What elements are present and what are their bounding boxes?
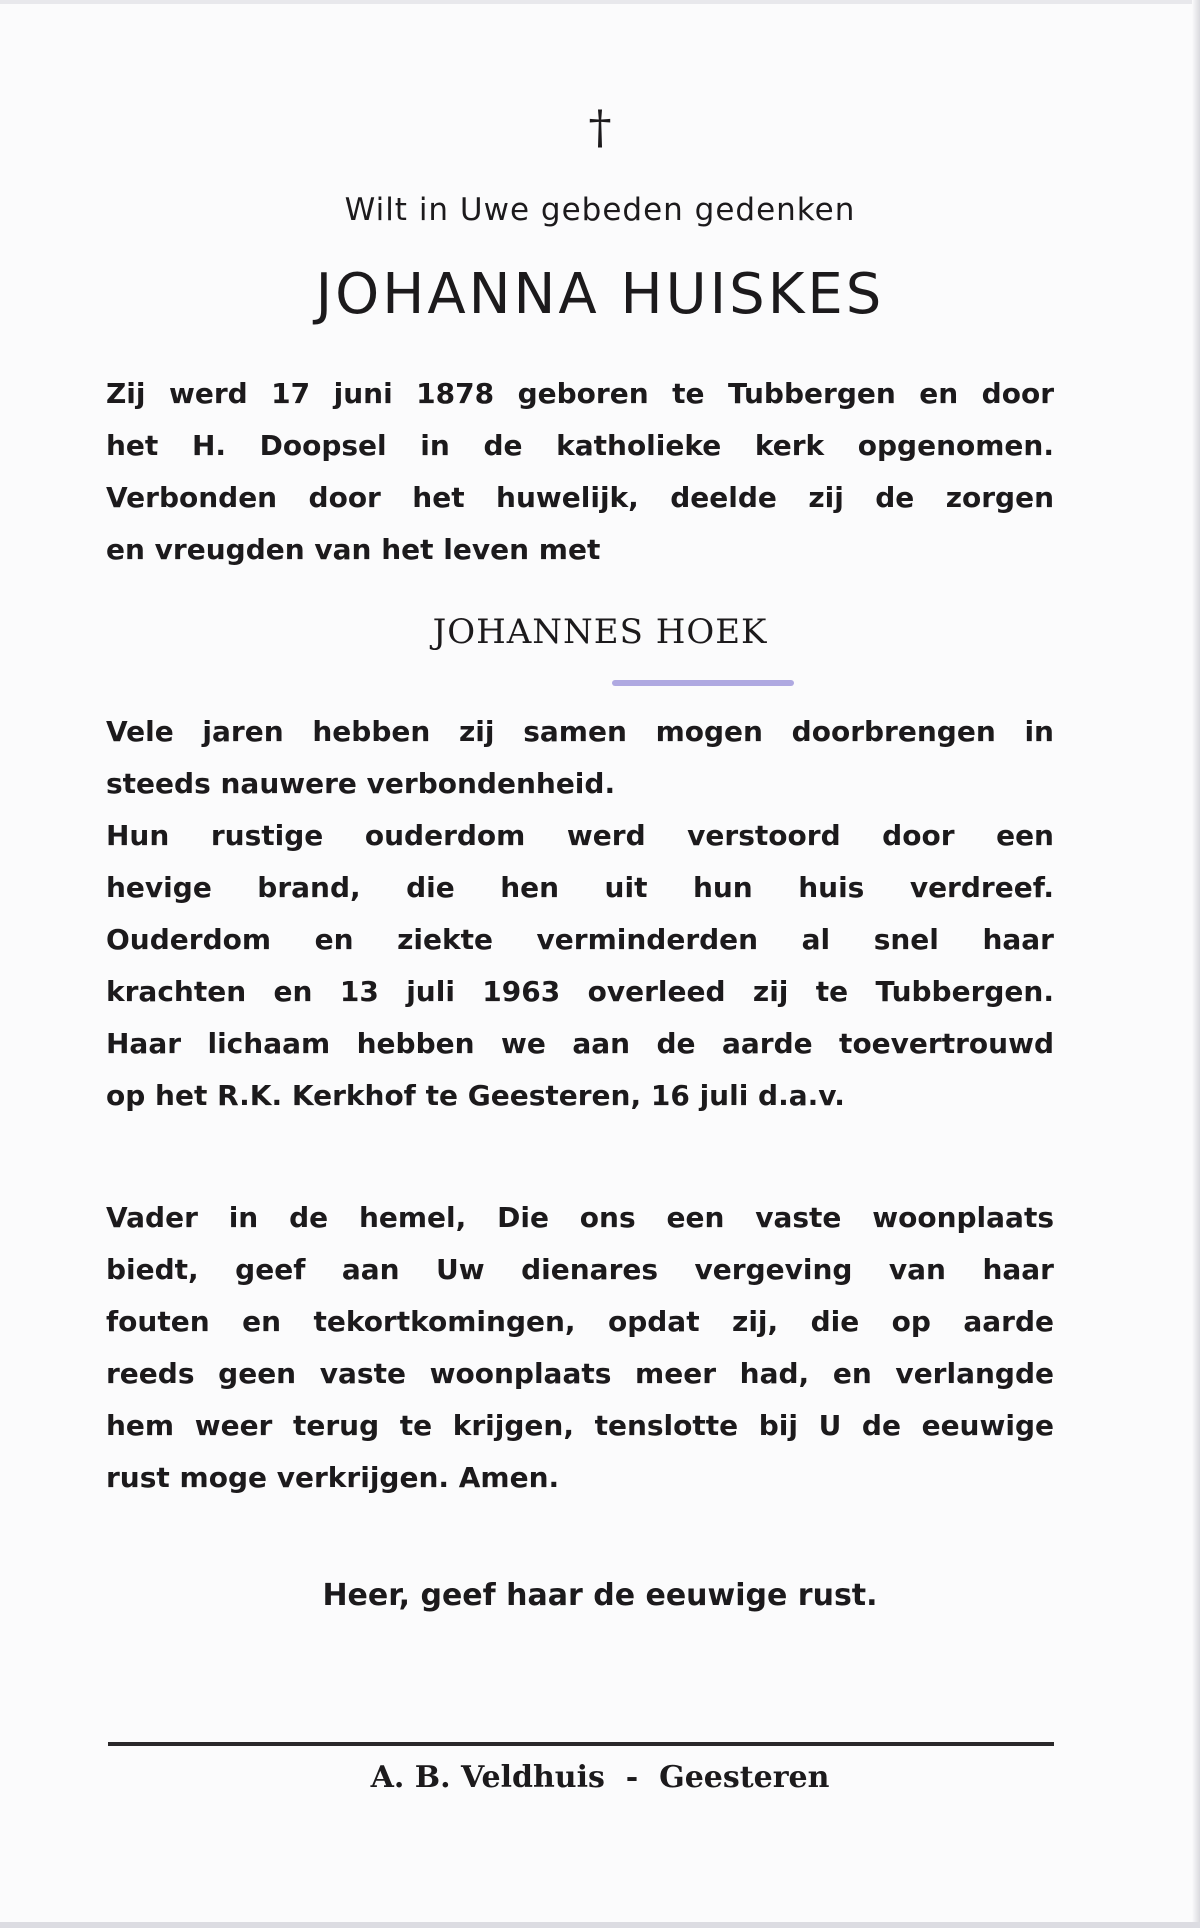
text-line: reeds geen vaste woonplaats meer had, en verlangde — [106, 1357, 1054, 1390]
printer-credit: A. B. Veldhuis - Geesteren — [370, 1760, 830, 1795]
divider — [108, 1742, 1054, 1746]
text-line: krachten en 13 juli 1963 overleed zij te Tubbergen. — [106, 975, 1054, 1008]
text-line: Vele jaren hebben zij samen mogen doorbrengen in — [106, 715, 1054, 748]
life-paragraph — [106, 706, 1054, 1122]
text-line: hem weer terug te krijgen, tenslotte bij U de eeuwige — [106, 1409, 1054, 1442]
text-line: rust moge verkrijgen. Amen. — [106, 1461, 560, 1494]
text-line: hevige brand, die hen uit hun huis verdreef. — [106, 871, 1054, 904]
closing-prayer: Heer, geef haar de eeuwige rust. — [322, 1578, 878, 1613]
card-edge-bottom — [0, 1922, 1200, 1928]
text-line: Zij werd 17 juni 1878 geboren te Tubbergen en door — [106, 377, 1054, 410]
intro-text: Wilt in Uwe gebeden gedenken — [344, 192, 856, 228]
ink-mark — [612, 680, 794, 686]
text-line: Ouderdom en ziekte verminderden al snel haar — [106, 923, 1054, 956]
text-line: fouten en tekortkomingen, opdat zij, die op aarde — [106, 1305, 1054, 1338]
text-line: Verbonden door het huwelijk, deelde zij de zorgen — [106, 481, 1054, 514]
text-line: Vader in de hemel, Die ons een vaste woonplaats — [106, 1201, 1054, 1234]
deceased-name: JOHANNA HUISKES — [315, 262, 885, 327]
text-line: het H. Doopsel in de katholieke kerk opgenomen. — [106, 429, 1054, 462]
text-line: Hun rustige ouderdom werd verstoord door een — [106, 819, 1054, 852]
text-line: op het R.K. Kerkhof te Geesteren, 16 juli d.a.v. — [106, 1079, 845, 1112]
text-line: biedt, geef aan Uw dienares vergeving van haar — [106, 1253, 1054, 1286]
text-line: steeds nauwere verbondenheid. — [106, 767, 616, 800]
card-edge-top — [0, 0, 1200, 4]
biography-paragraph — [106, 368, 1054, 576]
text-line: en vreugden van het leven met — [106, 533, 601, 566]
prayer-paragraph — [106, 1192, 1054, 1504]
text-line: Haar lichaam hebben we aan de aarde toevertrouwd — [106, 1027, 1054, 1060]
spouse-name: JOHANNES HOEK — [432, 612, 768, 652]
cross-icon: † — [588, 100, 612, 154]
